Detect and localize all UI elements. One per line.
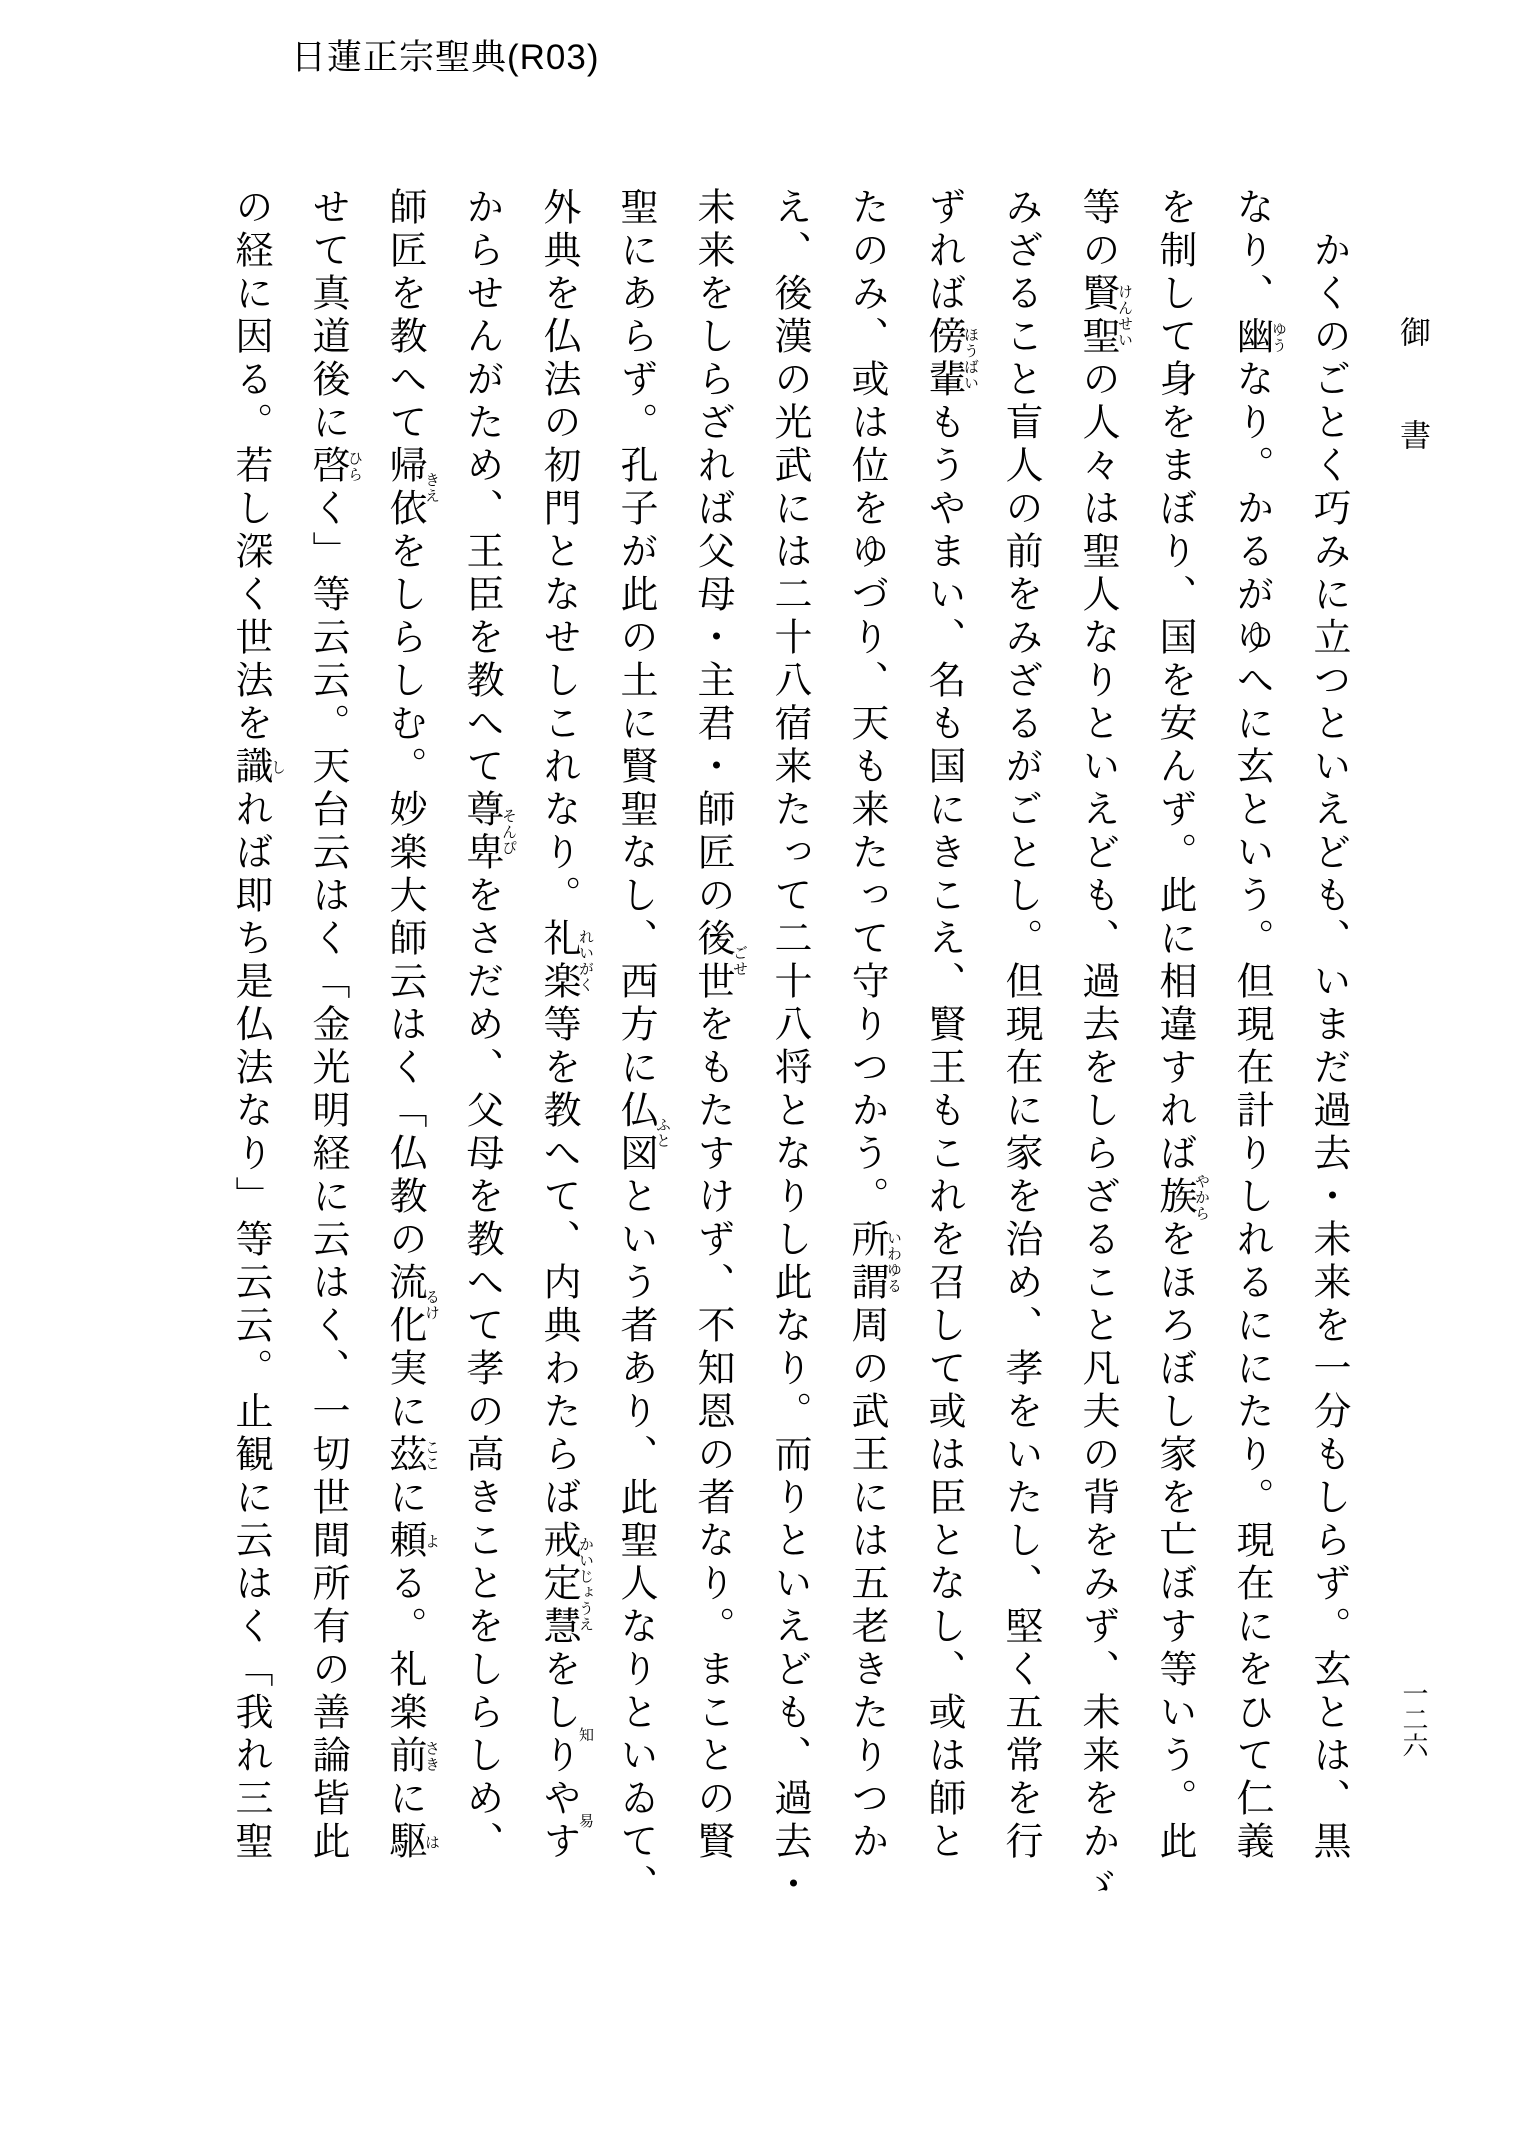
text-column-2: なり、幽ゆうなり。かるがゆへに玄という。但現在計りしれるににたり。現在にをひて仁義: [1230, 187, 1286, 1864]
ruby-annotated-text: 賢聖けんせい: [1076, 273, 1132, 359]
ruby-annotated-text: 戒定慧かいじょうえ: [537, 1520, 593, 1649]
ruby-annotated-text: しり知: [537, 1692, 593, 1778]
text-column-1: かくのごとく巧みに立つといえども、いまだ過去・未来を一分もしらず。玄とは、黒: [1307, 230, 1349, 1864]
text-column-10: 聖にあらず。孔子が此の土に賢聖なし、西方に仏図ふとという者あり、此聖人なりといゐて、: [614, 187, 670, 1907]
ruby-annotated-text: 識し: [229, 746, 285, 789]
ruby-annotated-text: 駆は: [383, 1821, 439, 1864]
ruby-annotated-text: 帰依きえ: [383, 445, 439, 531]
ruby-annotated-text: 幽ゆう: [1230, 316, 1286, 359]
ruby-annotated-text: 礼楽れいがく: [537, 918, 593, 1004]
text-column-11: 外典を仏法の初門となせしこれなり。礼楽れいがく等を教へて、内典わたらば戒定慧かいじょうえをしり知やす易: [537, 187, 593, 1864]
running-head: 御書: [1395, 316, 1430, 522]
text-column-6: ずれば傍輩ほうばいもうやまい、名も国にきこえ、賢王もこれを召して或は臣となし、或は師と: [922, 187, 978, 1864]
furigana: ふと: [654, 1090, 670, 1176]
furigana: ほうばい: [962, 316, 978, 402]
furigana: 知: [577, 1692, 593, 1778]
furigana: るけ: [423, 1262, 439, 1348]
ruby-annotated-text: 前さき: [383, 1735, 439, 1778]
furigana: さき: [423, 1735, 439, 1778]
ruby-annotated-text: 啓ひら: [306, 445, 362, 488]
ruby-annotated-text: 傍輩ほうばい: [922, 316, 978, 402]
furigana: ひら: [346, 445, 362, 488]
ruby-annotated-text: 茲ここ: [383, 1434, 439, 1477]
furigana: いわゆる: [885, 1219, 901, 1305]
ruby-annotated-text: 尊卑そんぴ: [460, 789, 516, 875]
text-column-3: を制して身をまぼり、国を安んず。此に相違すれば族やからをほろぼし家を亡ぼす等いう。此: [1153, 187, 1209, 1864]
text-column-12: からせんがため、王臣を教へて尊卑そんぴをさだめ、父母を教へて孝の高きことをしらしめ、: [460, 187, 516, 1864]
furigana: けんせい: [1116, 273, 1132, 359]
furigana: やから: [1193, 1173, 1209, 1222]
page-number: 一二六: [1399, 1680, 1428, 1758]
furigana: きえ: [423, 445, 439, 531]
furigana: は: [423, 1821, 439, 1864]
furigana: ここ: [423, 1434, 439, 1477]
text-column-7: たのみ、或は位をゆづり、天も来たって守りつかう。所謂いわゆる周の武王には五老きたりつか: [845, 187, 901, 1864]
furigana: ゆう: [1270, 316, 1286, 359]
text-column-15: の経に因る。若し深く世法を識しれば即ち是仏法なり」等云云。止観に云はく「我れ三聖: [229, 187, 285, 1864]
ruby-annotated-text: 族やから: [1153, 1173, 1209, 1222]
ruby-annotated-text: やす易: [537, 1778, 593, 1864]
main-text-block: [211, 187, 1366, 1967]
ruby-annotated-text: 仏図ふと: [614, 1090, 670, 1176]
furigana: し: [269, 746, 285, 789]
ruby-annotated-text: 流化るけ: [383, 1262, 439, 1348]
furigana: そんぴ: [500, 789, 516, 875]
furigana: かいじょうえ: [577, 1520, 593, 1649]
page-header-title: 日蓮正宗聖典(R03): [291, 38, 600, 77]
text-column-8: え、後漢の光武には二十八宿来たって二十八将となりし此なり。而りといえども、過去・: [768, 187, 810, 1907]
text-column-9: 未来をしらざれば父母・主君・師匠の後世ごせをもたすけず、不知恩の者なり。まことの賢: [691, 187, 747, 1864]
ruby-annotated-text: 後世ごせ: [691, 918, 747, 1004]
text-column-5: みざること盲人の前をみざるがごとし。但現在に家を治め、孝をいたし、堅く五常を行: [999, 187, 1041, 1864]
text-column-4: 等の賢聖けんせいの人々は聖人なりといえども、過去をしらざること凡夫の背をみず、未来をかゞ: [1076, 187, 1132, 1907]
ruby-annotated-text: 所謂いわゆる: [845, 1219, 901, 1305]
furigana: よ: [423, 1520, 439, 1563]
furigana: ごせ: [731, 918, 747, 1004]
text-column-13: 師匠を教へて帰依きえをしらしむ。妙楽大師云はく「仏教の流化るけ実に茲ここに頼よる。礼楽前さきに駆は: [383, 187, 439, 1864]
furigana: 易: [577, 1778, 593, 1864]
ruby-annotated-text: 頼よ: [383, 1520, 439, 1563]
furigana: れいがく: [577, 918, 593, 1004]
text-column-14: せて真道後に啓ひらく」等云云。天台云はく「金光明経に云はく、一切世間所有の善論皆此: [306, 187, 362, 1864]
